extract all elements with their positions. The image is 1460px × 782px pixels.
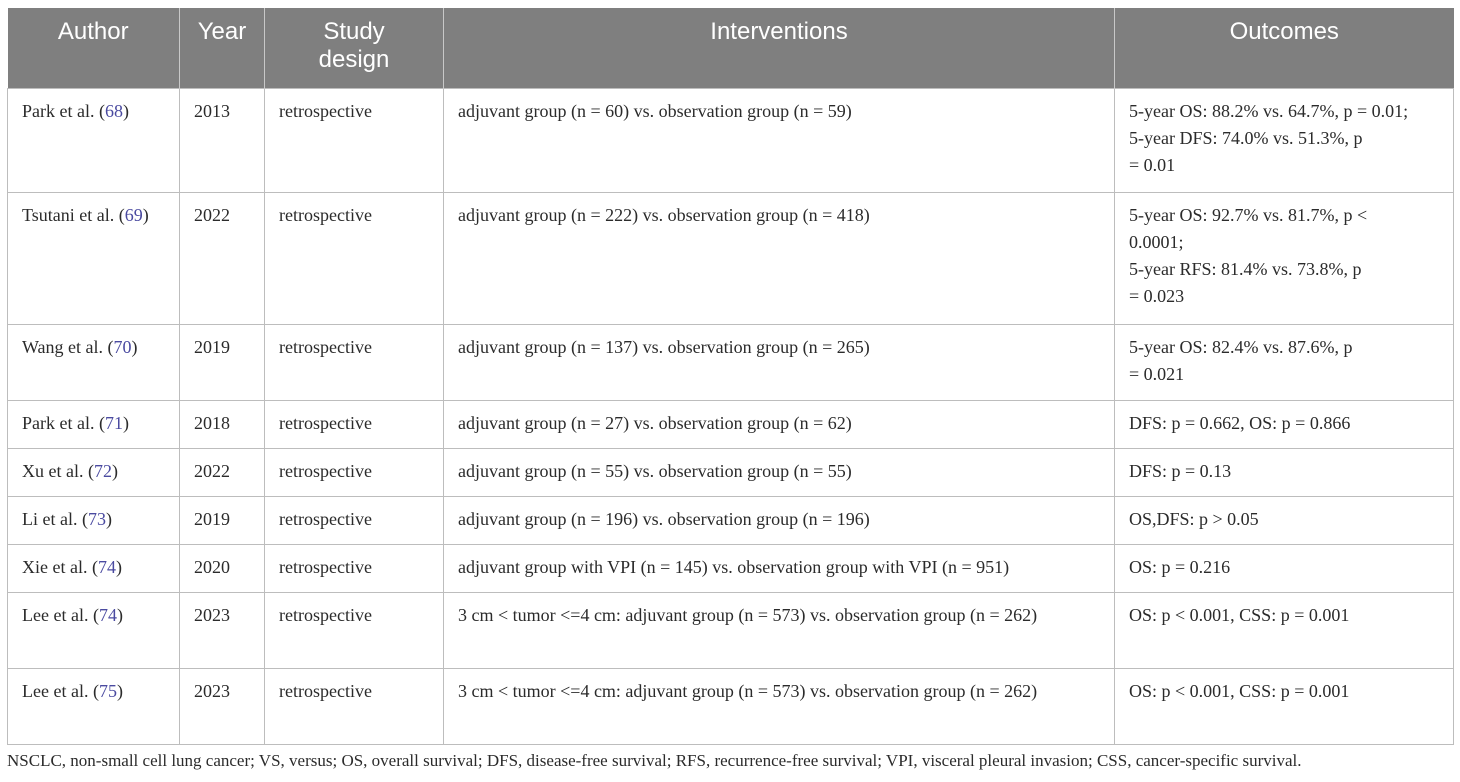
- cell-outcomes: [1115, 88, 1454, 192]
- table-row: [8, 544, 1454, 592]
- cell-study-design: retrospective: [265, 544, 444, 592]
- cell-outcomes: [1115, 496, 1454, 544]
- cell-year: 2020: [180, 544, 265, 592]
- cell-year: 2023: [180, 668, 265, 744]
- cell-author: [8, 88, 180, 192]
- author-name: Xu et al. (: [22, 460, 94, 481]
- cell-study-design: retrospective: [265, 668, 444, 744]
- header-year: Year: [180, 8, 265, 88]
- table-row: [8, 496, 1454, 544]
- cell-interventions: adjuvant group (n = 196) vs. observation group (n = 196): [444, 496, 1115, 544]
- reference-link[interactable]: 74: [97, 556, 116, 577]
- cell-interventions: adjuvant group with VPI (n = 145) vs. observation group with VPI (n = 951): [444, 544, 1115, 592]
- cell-outcomes: [1115, 592, 1454, 668]
- outcome-line: = 0.01: [1129, 154, 1176, 175]
- table-row: [8, 400, 1454, 448]
- table-row: [8, 324, 1454, 400]
- cell-interventions: adjuvant group (n = 55) vs. observation group (n = 55): [444, 448, 1115, 496]
- cell-year: 2019: [180, 324, 265, 400]
- outcome-line: = 0.021: [1129, 363, 1185, 384]
- table-row: [8, 592, 1454, 668]
- cell-interventions: adjuvant group (n = 27) vs. observation group (n = 62): [444, 400, 1115, 448]
- author-name: Park et al. (: [22, 412, 105, 433]
- cell-interventions: adjuvant group (n = 222) vs. observation group (n = 418): [444, 192, 1115, 324]
- author-close-paren: ): [122, 100, 129, 121]
- reference-link[interactable]: 70: [113, 336, 132, 357]
- author-name: Li et al. (: [22, 508, 88, 529]
- cell-author: [8, 324, 180, 400]
- cell-year: 2022: [180, 192, 265, 324]
- author-close-paren: ): [111, 460, 118, 481]
- cell-author: [8, 668, 180, 744]
- cell-year: 2019: [180, 496, 265, 544]
- outcome-line: 0.0001;: [1129, 231, 1184, 252]
- cell-study-design: retrospective: [265, 324, 444, 400]
- outcome-line: DFS: p = 0.662, OS: p = 0.866: [1129, 412, 1351, 433]
- cell-author: [8, 192, 180, 324]
- header-study-design: Study design: [265, 8, 444, 88]
- cell-author: [8, 400, 180, 448]
- cell-year: 2022: [180, 448, 265, 496]
- cell-author: [8, 592, 180, 668]
- reference-link[interactable]: 74: [98, 604, 117, 625]
- outcome-line: 5-year OS: 82.4% vs. 87.6%, p: [1129, 336, 1353, 357]
- table-row: [8, 88, 1454, 192]
- table-row: [8, 668, 1454, 744]
- cell-year: 2018: [180, 400, 265, 448]
- outcome-line: 5-year DFS: 74.0% vs. 51.3%, p: [1129, 127, 1363, 148]
- table-row: [8, 192, 1454, 324]
- outcome-line: DFS: p = 0.13: [1129, 460, 1232, 481]
- outcome-line: OS: p < 0.001, CSS: p = 0.001: [1129, 604, 1350, 625]
- reference-link[interactable]: 71: [104, 412, 123, 433]
- outcome-line: = 0.023: [1129, 285, 1185, 306]
- cell-interventions: adjuvant group (n = 137) vs. observation group (n = 265): [444, 324, 1115, 400]
- author-close-paren: ): [142, 204, 149, 225]
- author-close-paren: ): [105, 508, 112, 529]
- outcome-line: 5-year OS: 92.7% vs. 81.7%, p <: [1129, 204, 1368, 225]
- cell-author: [8, 448, 180, 496]
- table-footnote: NSCLC, non-small cell lung cancer; VS, versus; OS, overall survival; DFS, disease-free survival; RFS, recurrence-free survival; VPI, visceral pleural invasion; CSS, cancer-specific survival.: [7, 751, 1302, 770]
- header-interventions: Interventions: [444, 8, 1115, 88]
- cell-interventions: adjuvant group (n = 60) vs. observation group (n = 59): [444, 88, 1115, 192]
- studies-table: [7, 8, 1454, 745]
- cell-interventions: 3 cm < tumor <=4 cm: adjuvant group (n = 573) vs. observation group (n = 262): [444, 668, 1115, 744]
- author-name: Lee et al. (: [22, 604, 99, 625]
- outcome-line: OS: p < 0.001, CSS: p = 0.001: [1129, 680, 1350, 701]
- author-close-paren: ): [131, 336, 138, 357]
- table-row: [8, 448, 1454, 496]
- outcome-line: 5-year RFS: 81.4% vs. 73.8%, p: [1129, 258, 1362, 279]
- outcome-line: OS,DFS: p > 0.05: [1129, 508, 1259, 529]
- cell-author: [8, 496, 180, 544]
- outcome-line: OS: p = 0.216: [1129, 556, 1231, 577]
- reference-link[interactable]: 69: [124, 204, 143, 225]
- cell-study-design: retrospective: [265, 592, 444, 668]
- cell-outcomes: [1115, 544, 1454, 592]
- author-name: Lee et al. (: [22, 680, 99, 701]
- cell-study-design: retrospective: [265, 192, 444, 324]
- author-close-paren: ): [122, 412, 129, 433]
- author-name: Xie et al. (: [22, 556, 98, 577]
- cell-outcomes: [1115, 400, 1454, 448]
- reference-link[interactable]: 75: [98, 680, 117, 701]
- header-author: Author: [8, 8, 180, 88]
- reference-link[interactable]: 73: [87, 508, 106, 529]
- reference-link[interactable]: 68: [104, 100, 123, 121]
- cell-year: 2023: [180, 592, 265, 668]
- cell-study-design: retrospective: [265, 496, 444, 544]
- cell-outcomes: [1115, 324, 1454, 400]
- author-close-paren: ): [116, 604, 123, 625]
- cell-study-design: retrospective: [265, 448, 444, 496]
- cell-outcomes: [1115, 668, 1454, 744]
- author-name: Tsutani et al. (: [22, 204, 125, 225]
- cell-outcomes: [1115, 192, 1454, 324]
- cell-author: [8, 544, 180, 592]
- cell-study-design: retrospective: [265, 88, 444, 192]
- author-close-paren: ): [116, 680, 123, 701]
- cell-outcomes: [1115, 448, 1454, 496]
- author-name: Park et al. (: [22, 100, 105, 121]
- header-outcomes: Outcomes: [1115, 8, 1454, 88]
- author-name: Wang et al. (: [22, 336, 114, 357]
- header-row: [8, 8, 1454, 88]
- cell-interventions: 3 cm < tumor <=4 cm: adjuvant group (n = 573) vs. observation group (n = 262): [444, 592, 1115, 668]
- author-close-paren: ): [115, 556, 122, 577]
- reference-link[interactable]: 72: [93, 460, 112, 481]
- cell-study-design: retrospective: [265, 400, 444, 448]
- outcome-line: 5-year OS: 88.2% vs. 64.7%, p = 0.01;: [1129, 100, 1409, 121]
- cell-year: 2013: [180, 88, 265, 192]
